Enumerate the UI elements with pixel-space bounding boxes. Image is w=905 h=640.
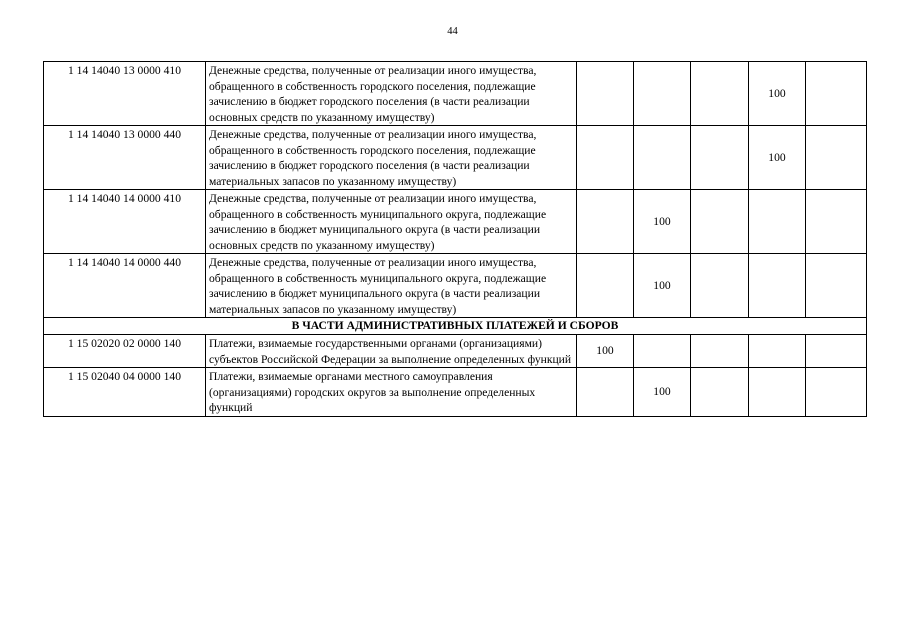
value-cell — [691, 126, 749, 190]
value-cell — [806, 368, 867, 417]
value-cell — [577, 62, 634, 126]
value-cell — [691, 254, 749, 318]
value-cell — [806, 254, 867, 318]
value-cell — [577, 254, 634, 318]
value-cell — [749, 190, 806, 254]
value-cell — [691, 190, 749, 254]
value-cell — [806, 62, 867, 126]
value-cell — [749, 254, 806, 318]
page-number: 44 — [447, 26, 458, 37]
value-cell: 100 — [577, 335, 634, 368]
value-cell: 100 — [749, 126, 806, 190]
value-cell — [634, 126, 691, 190]
table-section-header-group — [44, 318, 867, 335]
description-cell: Денежные средства, полученные от реализации иного имущества, обращенного в собственность муниципального округа, подлежащие зачислению в бюджет муниципального округа (в части реализации основных средств по указанному имуществу) — [206, 190, 577, 254]
description-cell: Платежи, взимаемые государственными органами (организациями) субъектов Российской Федерации за выполнение определенных функций — [206, 335, 577, 368]
value-cell — [634, 335, 691, 368]
budget-code-cell: 1 14 14040 14 0000 440 — [44, 254, 206, 318]
budget-code-cell: 1 14 14040 14 0000 410 — [44, 190, 206, 254]
description-cell: Платежи, взимаемые органами местного самоуправления (организациями) городских округов за выполнение определенных функций — [206, 368, 577, 417]
table-row — [44, 126, 867, 190]
value-cell — [806, 335, 867, 368]
value-cell: 100 — [634, 254, 691, 318]
value-cell: 100 — [749, 62, 806, 126]
value-cell — [806, 190, 867, 254]
description-cell: Денежные средства, полученные от реализации иного имущества, обращенного в собственность муниципального округа, подлежащие зачислению в бюджет муниципального округа (в части реализации материальных запасов по указанному имуществу) — [206, 254, 577, 318]
value-cell — [749, 368, 806, 417]
table-row — [44, 254, 867, 318]
value-cell — [749, 335, 806, 368]
value-cell — [691, 62, 749, 126]
budget-classification-table — [43, 61, 867, 417]
table-row — [44, 335, 867, 368]
value-cell — [806, 126, 867, 190]
description-cell: Денежные средства, полученные от реализации иного имущества, обращенного в собственность городского поселения, подлежащие зачислению в бюджет городского поселения (в части реализации материальных запасов по указанному имуществу) — [206, 126, 577, 190]
value-cell: 100 — [634, 190, 691, 254]
budget-code-cell: 1 15 02020 02 0000 140 — [44, 335, 206, 368]
section-header-row — [44, 318, 867, 335]
table-row — [44, 368, 867, 417]
value-cell — [577, 368, 634, 417]
section-title: В ЧАСТИ АДМИНИСТРАТИВНЫХ ПЛАТЕЖЕЙ И СБОРОВ — [44, 318, 867, 335]
table-body-before-section — [44, 62, 867, 318]
value-cell — [634, 62, 691, 126]
table-row — [44, 62, 867, 126]
value-cell — [691, 335, 749, 368]
description-cell: Денежные средства, полученные от реализации иного имущества, обращенного в собственность городского поселения, подлежащие зачислению в бюджет городского поселения (в части реализации основных средств по указанному имуществу) — [206, 62, 577, 126]
value-cell — [577, 126, 634, 190]
budget-code-cell: 1 14 14040 13 0000 410 — [44, 62, 206, 126]
budget-code-cell: 1 14 14040 13 0000 440 — [44, 126, 206, 190]
value-cell — [577, 190, 634, 254]
table-body-after-section — [44, 335, 867, 417]
value-cell — [691, 368, 749, 417]
budget-code-cell: 1 15 02040 04 0000 140 — [44, 368, 206, 417]
value-cell: 100 — [634, 368, 691, 417]
table-row — [44, 190, 867, 254]
